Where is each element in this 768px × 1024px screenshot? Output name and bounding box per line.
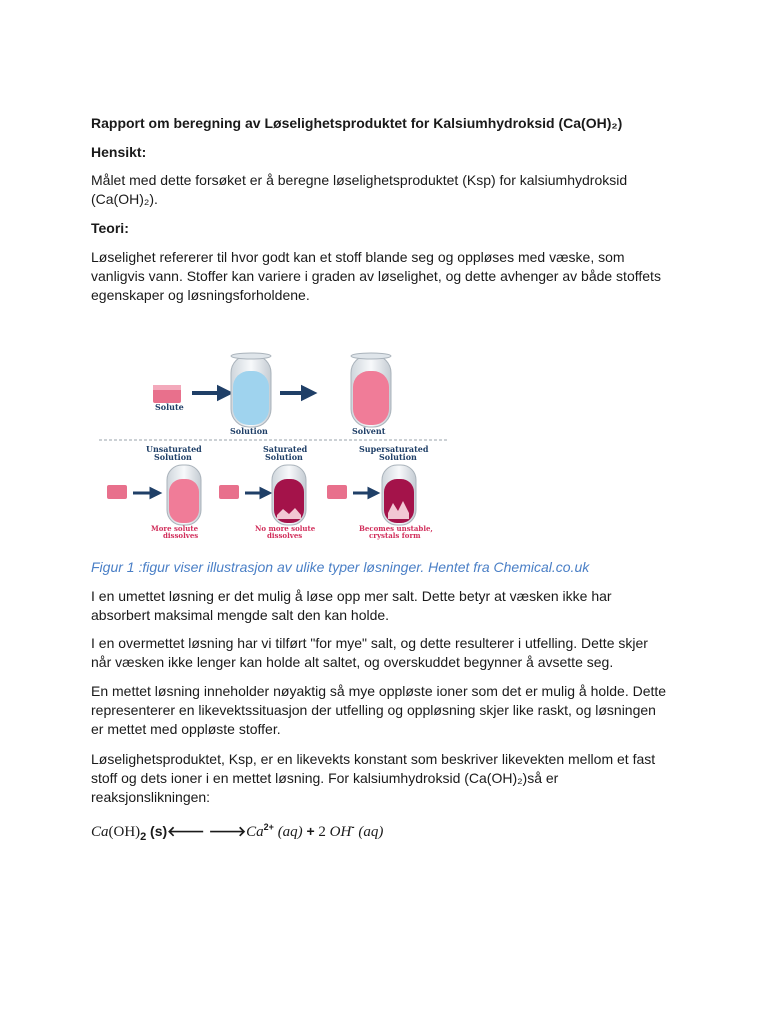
para-ksp-line-3: reaksjonslikningen:	[91, 789, 211, 805]
reaction-equation	[91, 818, 691, 848]
purpose-line-2: (Ca(OH)₂).	[91, 191, 158, 207]
document-title: Rapport om beregning av Løselighetsproduktet for Kalsiumhydroksid (Ca(OH)₂)	[91, 115, 623, 131]
label-supersaturated-2: Solution	[379, 452, 417, 462]
para-unsaturated-line-2: absorbert maksimal mengde salt den kan holde.	[91, 607, 390, 623]
eq-oh-group: (OH)	[108, 824, 141, 840]
eq-aq-2: (aq)	[358, 824, 384, 840]
purpose-line-1: Målet med dette forsøket er å beregne løselighetsproduktet (Ksp) for kalsiumhydroksid	[91, 172, 628, 188]
solute-cube-unsaturated	[107, 485, 127, 499]
para-unsaturated-line-1: I en umettet løsning er det mulig å løse opp mer salt. Dette betyr at væsken ikke har	[91, 588, 612, 604]
eq-oh-charge: -	[351, 822, 355, 833]
eq-plus: +	[306, 823, 315, 839]
para-supersaturated-line-1: I en overmettet løsning har vi tilført "for mye" salt, og dette resulterer i utfelling. Dette skjer	[91, 635, 648, 651]
label-unsaturated-1: Unsaturated	[146, 444, 202, 454]
label-no-more-solute: No more solute	[255, 524, 316, 533]
para-supersaturated-line-2: når væsken ikke lenger kan holde alt saltet, og overskuddet begynner å avsette seg.	[91, 654, 614, 670]
label-dissolves-1: dissolves	[163, 531, 199, 540]
eq-oh: OH	[329, 824, 352, 840]
tube-solution	[231, 353, 271, 427]
label-crystals-form: crystals form	[369, 531, 421, 540]
solute-cube-top	[153, 385, 181, 403]
para-ksp-line-1: Løselighetsproduktet, Ksp, er en likevekts konstant som beskriver likevekten mellom et fast	[91, 751, 656, 767]
label-dissolves-2: dissolves	[267, 531, 303, 540]
eq-ca-ion: Ca	[246, 824, 264, 840]
label-becomes-unstable: Becomes unstable,	[359, 524, 433, 533]
label-solvent: Solvent	[352, 426, 386, 436]
tube-solvent	[351, 353, 391, 427]
label-supersaturated-1: Supersaturated	[359, 444, 429, 454]
label-solution: Solution	[230, 426, 268, 436]
tube-supersaturated	[382, 465, 416, 525]
label-more-solute: More solute	[151, 524, 199, 533]
figure-caption: Figur 1 :figur viser illustrasjon av ulike typer løsninger. Hentet fra Chemical.co.uk	[91, 559, 590, 575]
solute-cube-saturated	[219, 485, 239, 499]
eq-coef: 2	[318, 824, 326, 840]
eq-aq-1: (aq)	[277, 824, 303, 840]
eq-sub-2: 2	[140, 831, 147, 843]
eq-solid: (s)	[150, 823, 168, 839]
purpose-heading: Hensikt:	[91, 144, 147, 160]
para-saturated-line-1: En mettet løsning inneholder nøyaktig så mye oppløste ioner som det er mulig å holde. Dette	[91, 683, 667, 699]
label-solute: Solute	[155, 402, 184, 412]
theory-line-1: Løselighet refererer til hvor godt kan et stoff blande seg og oppløses med væske, som	[91, 249, 625, 265]
theory-line-3: egenskaper og løsningsforholdene.	[91, 287, 310, 303]
theory-line-2: vanligvis vann. Stoffer kan variere i graden av løselighet, og dette avhenger av både stoffets	[91, 268, 661, 284]
label-saturated-1: Saturated	[263, 444, 308, 454]
tube-saturated	[272, 465, 306, 525]
para-ksp-line-2: stoff og dets ioner i en mettet løsning. For kalsiumhydroksid (Ca(OH)₂)så er	[91, 770, 559, 786]
label-unsaturated-2: Solution	[154, 452, 192, 462]
solute-cube-supersaturated	[327, 485, 347, 499]
eq-arrows: 🡐 🡒	[167, 823, 247, 839]
para-saturated-line-3: er mettet med oppløste stoffer.	[91, 721, 281, 737]
solution-types-figure	[97, 343, 449, 541]
eq-ca-charge: 2+	[263, 822, 274, 832]
eq-ca: Ca	[91, 824, 109, 840]
tube-unsaturated	[167, 465, 201, 525]
para-saturated-line-2: representerer en likevektssituasjon der utfelling og oppløsning skjer like raskt, og løsningen	[91, 702, 656, 718]
theory-heading: Teori:	[91, 220, 129, 236]
label-saturated-2: Solution	[265, 452, 303, 462]
